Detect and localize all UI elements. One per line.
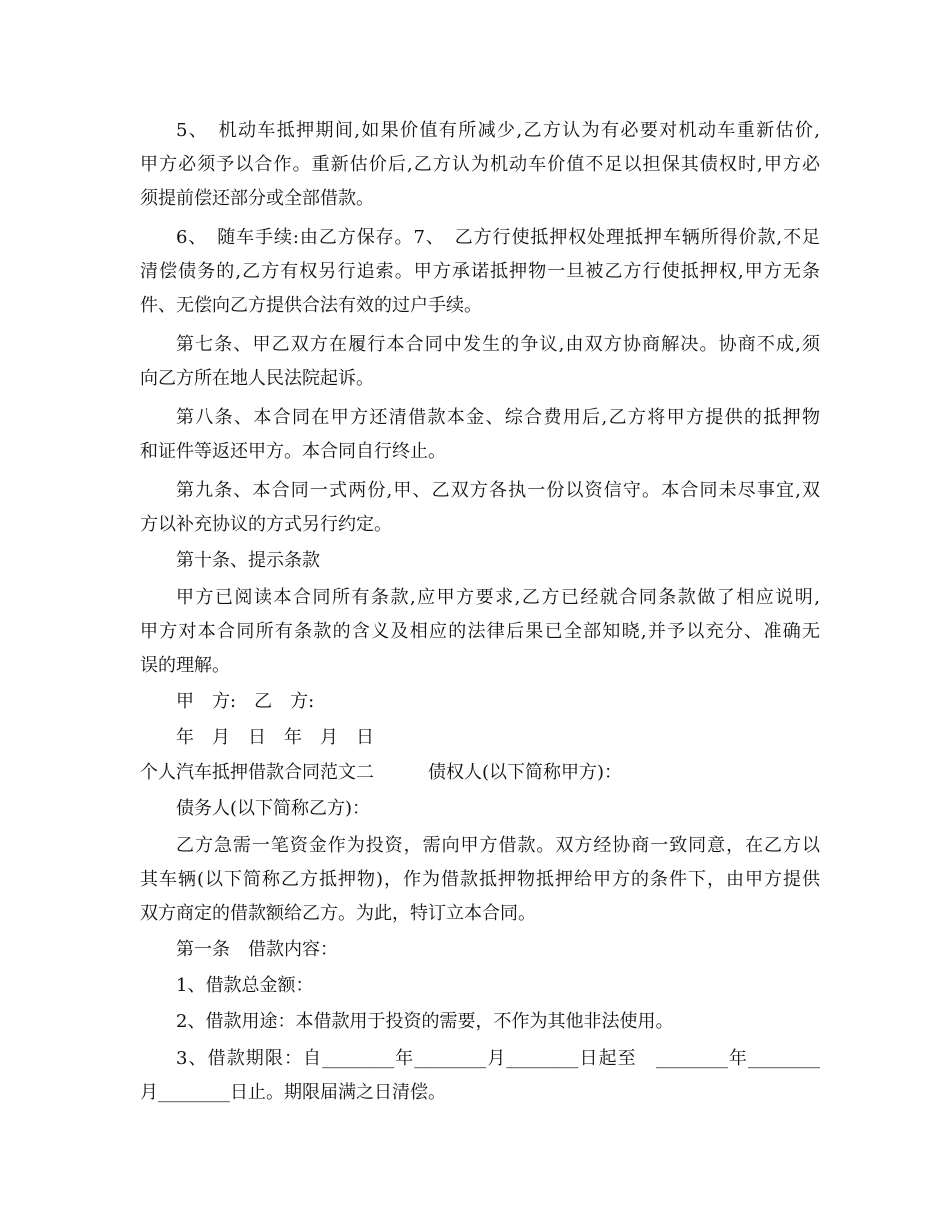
text-line: 第八条、本合同在甲方还清借款本金、综合费用后,乙方将甲方提供的抵押物	[176, 407, 820, 428]
text-line: 双方商定的借款额给乙方。为此，特订立本合同。	[140, 903, 536, 924]
text-line: 甲方必须予以合作。重新估价后,乙方认为机动车价值不足以担保其债权时,甲方必	[140, 154, 820, 175]
text-line: 3、借款期限：自________年________月________日起至 ________年________	[176, 1048, 820, 1069]
text-line: 乙方急需一笔资金作为投资，需向甲方借款。双方经协商一致同意，在乙方以	[176, 835, 820, 856]
text-line: 和证件等返还甲方。本合同自行终止。	[140, 441, 446, 462]
text-line: 清偿债务的,乙方有权另行追索。甲方承诺抵押物一旦被乙方行使抵押权,甲方无条	[140, 261, 820, 282]
text-line: 个人汽车抵押借款合同范文二 债权人(以下简称甲方)：	[140, 762, 623, 783]
text-line: 误的理解。	[140, 655, 230, 676]
text-line: 其车辆(以下简称乙方抵押物)，作为借款抵押物抵押给甲方的条件下，由甲方提供	[140, 869, 820, 890]
text-line: 甲 方: 乙 方:	[176, 691, 315, 712]
text-line: 月________日止。期限届满之日清偿。	[140, 1082, 446, 1103]
text-line: 第一条 借款内容：	[176, 939, 338, 960]
text-line: 方以补充协议的方式另行约定。	[140, 514, 392, 535]
text-line: 5、 机动车抵押期间,如果价值有所减少,乙方认为有必要对机动车重新估价,	[176, 120, 820, 141]
text-line: 年 月 日 年 月 日	[176, 727, 374, 748]
text-line: 第九条、本合同一式两份,甲、乙双方各执一份以资信守。本合同未尽事宜,双	[176, 480, 820, 501]
text-line: 件、无偿向乙方提供合法有效的过户手续。	[140, 295, 482, 316]
text-line: 甲方对本合同所有条款的含义及相应的法律后果已全部知晓,并予以充分、准确无	[140, 621, 820, 642]
text-line: 第七条、甲乙双方在履行本合同中发生的争议,由双方协商解决。协商不成,须	[176, 334, 820, 355]
text-line: 须提前偿还部分或全部借款。	[140, 188, 374, 209]
text-line: 向乙方所在地人民法院起诉。	[140, 368, 374, 389]
text-line: 6、 随车手续:由乙方保存。7、 乙方行使抵押权处理抵押车辆所得价款,不足	[176, 227, 820, 248]
text-line: 2、借款用途：本借款用于投资的需要，不作为其他非法使用。	[176, 1011, 674, 1032]
text-line: 债务人(以下简称乙方)：	[176, 798, 371, 819]
text-line: 1、借款总金额：	[176, 975, 314, 996]
text-line: 甲方已阅读本合同所有条款,应甲方要求,乙方已经就合同条款做了相应说明,	[176, 587, 820, 608]
text-line: 第十条、提示条款	[176, 550, 320, 571]
